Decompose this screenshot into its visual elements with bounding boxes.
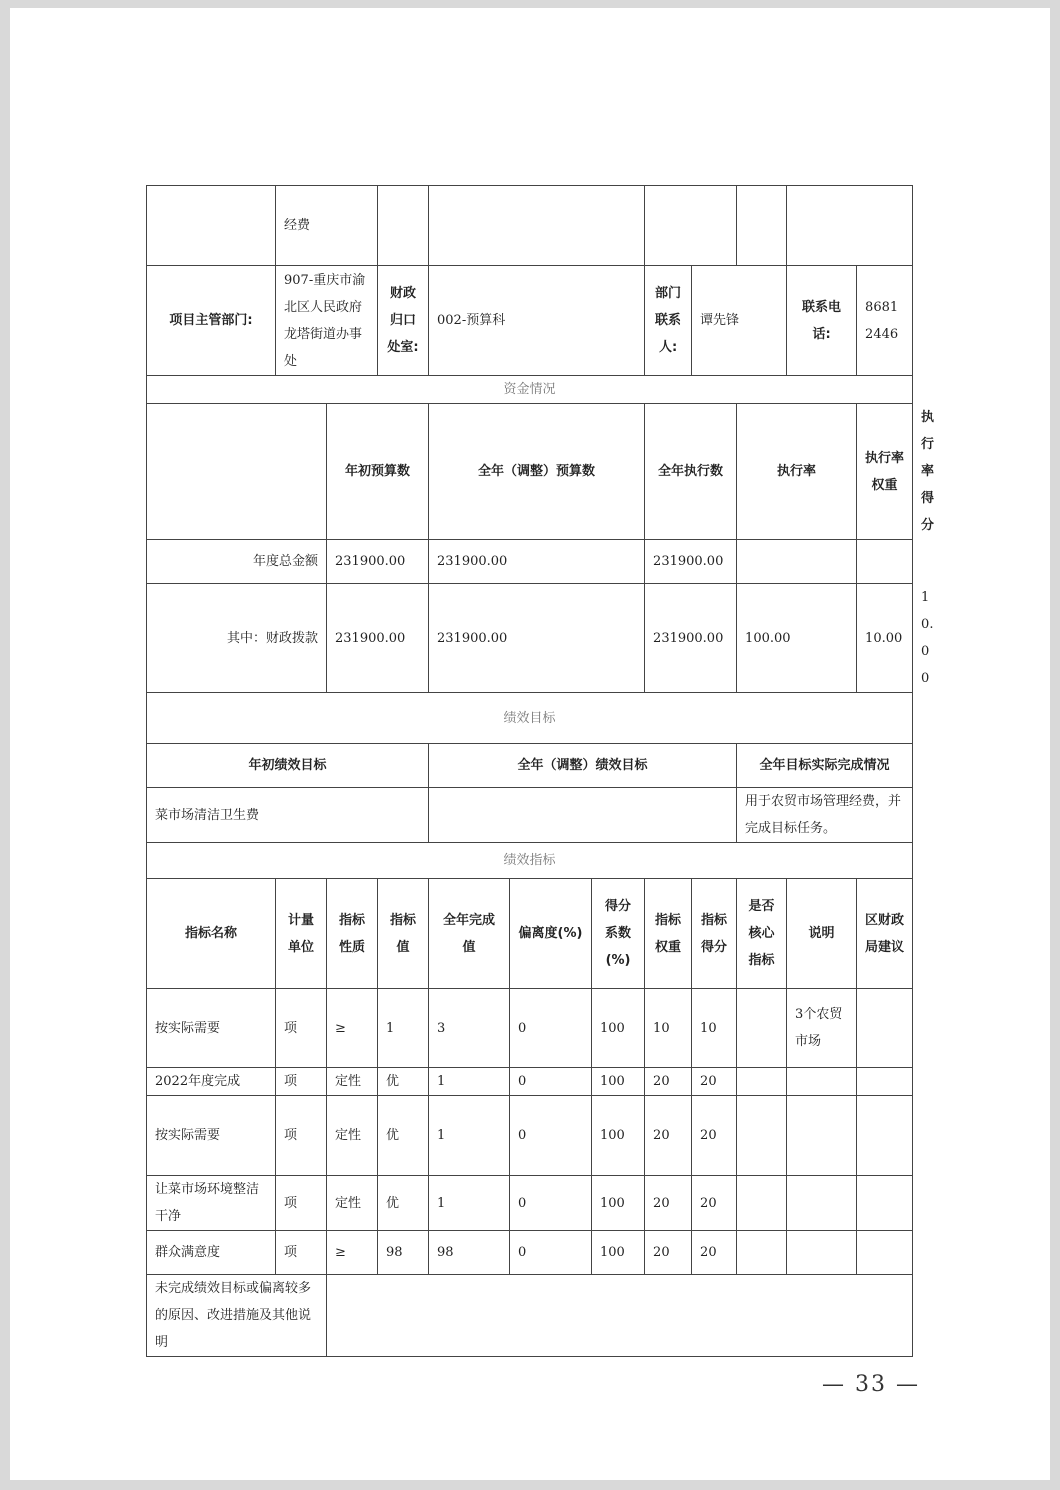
indicator-cell: 按实际需要 bbox=[147, 1096, 276, 1176]
indicator-header: 指标得分 bbox=[692, 879, 737, 989]
indicator-cell: 3个农贸市场 bbox=[787, 989, 857, 1068]
indicator-header: 指标权重 bbox=[645, 879, 692, 989]
funding-header: 全年（调整）预算数 bbox=[429, 404, 645, 540]
indicator-cell bbox=[857, 1176, 913, 1231]
indicator-row bbox=[147, 1068, 913, 1096]
indicator-cell: 2022年度完成 bbox=[147, 1068, 276, 1096]
indicator-cell bbox=[857, 989, 913, 1068]
indicator-header: 全年完成值 bbox=[429, 879, 510, 989]
indicators-section-title: 绩效指标 bbox=[147, 843, 913, 879]
indicator-header: 偏离度(%) bbox=[510, 879, 592, 989]
indicator-cell: 项 bbox=[276, 1176, 327, 1231]
indicator-cell bbox=[787, 1068, 857, 1096]
indicator-cell: 1 bbox=[429, 1176, 510, 1231]
funding-section-title: 资金情况 bbox=[147, 376, 913, 404]
indicator-header: 区财政局建议 bbox=[857, 879, 913, 989]
indicator-header: 指标值 bbox=[378, 879, 429, 989]
phone-label: 联系电话: bbox=[787, 266, 857, 376]
funding-cell: 10.00 bbox=[857, 584, 913, 693]
indicator-cell: 100 bbox=[592, 1176, 645, 1231]
funding-header: 年初预算数 bbox=[327, 404, 429, 540]
indicator-cell: 0 bbox=[510, 1231, 592, 1275]
funding-row bbox=[147, 540, 913, 584]
funding-row-label: 其中：财政拨款 bbox=[147, 584, 327, 693]
funding-row-label: 年度总金额 bbox=[147, 540, 327, 584]
funding-header: 执行率权重 bbox=[857, 404, 913, 540]
indicator-cell: 100 bbox=[592, 1068, 645, 1096]
dept-row bbox=[147, 266, 913, 376]
indicator-cell: 20 bbox=[645, 1068, 692, 1096]
page-number: — 33 — bbox=[822, 1372, 920, 1397]
indicator-row bbox=[147, 1096, 913, 1176]
indicator-cell bbox=[737, 989, 787, 1068]
funding-cell bbox=[857, 540, 913, 584]
indicator-cell: 项 bbox=[276, 1096, 327, 1176]
indicator-cell: 100 bbox=[592, 1096, 645, 1176]
funding-cell: 231900.00 bbox=[645, 540, 737, 584]
goals-header: 全年目标实际完成情况 bbox=[737, 744, 913, 788]
funding-header: 全年执行数 bbox=[645, 404, 737, 540]
performance-table bbox=[146, 185, 913, 1357]
goal-adjusted bbox=[429, 788, 737, 843]
indicator-cell: 10 bbox=[645, 989, 692, 1068]
indicator-cell: 定性 bbox=[327, 1096, 378, 1176]
indicator-cell: 0 bbox=[510, 1176, 592, 1231]
office-value: 002-预算科 bbox=[429, 266, 645, 376]
goal-initial: 菜市场清洁卫生费 bbox=[147, 788, 429, 843]
indicator-cell: 1 bbox=[429, 1068, 510, 1096]
indicator-cell: 优 bbox=[378, 1096, 429, 1176]
indicator-header: 指标名称 bbox=[147, 879, 276, 989]
indicator-header: 说明 bbox=[787, 879, 857, 989]
goals-header-row bbox=[147, 744, 913, 788]
funding-type-tail: 经费 bbox=[276, 186, 378, 266]
indicator-cell: 0 bbox=[510, 1068, 592, 1096]
notes-value bbox=[327, 1275, 913, 1357]
indicator-cell: 100 bbox=[592, 989, 645, 1068]
indicator-cell: 20 bbox=[692, 1176, 737, 1231]
indicators-header-row bbox=[147, 879, 913, 989]
top-row bbox=[147, 186, 913, 266]
funding-cell: 231900.00 bbox=[645, 584, 737, 693]
indicator-cell bbox=[737, 1068, 787, 1096]
funding-cell bbox=[737, 540, 857, 584]
indicator-cell bbox=[737, 1231, 787, 1275]
indicator-cell: 优 bbox=[378, 1176, 429, 1231]
indicator-row bbox=[147, 1231, 913, 1275]
indicator-header: 计量单位 bbox=[276, 879, 327, 989]
indicator-cell: 20 bbox=[692, 1068, 737, 1096]
indicator-cell bbox=[787, 1096, 857, 1176]
goals-section-title: 绩效目标 bbox=[147, 693, 913, 744]
funding-header: 执行率 bbox=[737, 404, 857, 540]
indicator-cell: 让菜市场环境整洁干净 bbox=[147, 1176, 276, 1231]
notes-row bbox=[147, 1275, 913, 1357]
indicator-cell: 定性 bbox=[327, 1176, 378, 1231]
indicator-cell: 20 bbox=[645, 1231, 692, 1275]
indicator-cell: 定性 bbox=[327, 1068, 378, 1096]
indicator-cell: 20 bbox=[692, 1096, 737, 1176]
indicator-header: 是否核心指标 bbox=[737, 879, 787, 989]
phone-value: 86812446 bbox=[857, 266, 913, 376]
office-label: 财政归口处室: bbox=[378, 266, 429, 376]
indicator-cell bbox=[857, 1096, 913, 1176]
indicator-cell: 项 bbox=[276, 989, 327, 1068]
indicator-cell: 10 bbox=[692, 989, 737, 1068]
goals-row bbox=[147, 788, 913, 843]
indicator-row bbox=[147, 989, 913, 1068]
goal-actual: 用于农贸市场管理经费，并完成目标任务。 bbox=[737, 788, 913, 843]
goals-header: 年初绩效目标 bbox=[147, 744, 429, 788]
indicator-cell: 1 bbox=[378, 989, 429, 1068]
indicator-cell: 群众满意度 bbox=[147, 1231, 276, 1275]
funding-cell: 100.00 bbox=[737, 584, 857, 693]
indicator-cell bbox=[857, 1231, 913, 1275]
funding-cell: 231900.00 bbox=[327, 540, 429, 584]
indicator-cell: 98 bbox=[378, 1231, 429, 1275]
indicator-cell: 100 bbox=[592, 1231, 645, 1275]
indicator-cell: 20 bbox=[692, 1231, 737, 1275]
indicator-header: 指标性质 bbox=[327, 879, 378, 989]
indicator-cell: 20 bbox=[645, 1096, 692, 1176]
funding-cell: 231900.00 bbox=[327, 584, 429, 693]
funding-cell: 231900.00 bbox=[429, 540, 645, 584]
indicator-cell: 0 bbox=[510, 989, 592, 1068]
indicator-cell: ≥ bbox=[327, 1231, 378, 1275]
dept-value: 907-重庆市渝北区人民政府龙塔街道办事处 bbox=[276, 266, 378, 376]
indicator-cell: 项 bbox=[276, 1068, 327, 1096]
dept-label: 项目主管部门: bbox=[147, 266, 276, 376]
indicator-cell bbox=[787, 1231, 857, 1275]
indicator-cell: 项 bbox=[276, 1231, 327, 1275]
top-row-blank bbox=[147, 186, 276, 266]
indicator-row bbox=[147, 1176, 913, 1231]
indicator-cell: 3 bbox=[429, 989, 510, 1068]
indicator-cell bbox=[787, 1176, 857, 1231]
funding-row bbox=[147, 584, 913, 693]
indicator-cell bbox=[857, 1068, 913, 1096]
contact-label: 部门联系人: bbox=[645, 266, 692, 376]
indicator-cell: 20 bbox=[645, 1176, 692, 1231]
indicator-cell bbox=[737, 1176, 787, 1231]
goals-header: 全年（调整）绩效目标 bbox=[429, 744, 737, 788]
indicator-cell: 优 bbox=[378, 1068, 429, 1096]
funding-cell: 231900.00 bbox=[429, 584, 645, 693]
indicator-cell: ≥ bbox=[327, 989, 378, 1068]
indicator-cell: 0 bbox=[510, 1096, 592, 1176]
funding-header-row bbox=[147, 404, 913, 540]
indicator-cell: 按实际需要 bbox=[147, 989, 276, 1068]
indicator-cell bbox=[737, 1096, 787, 1176]
indicator-cell: 98 bbox=[429, 1231, 510, 1275]
indicator-header: 得分系数(%) bbox=[592, 879, 645, 989]
indicator-cell: 1 bbox=[429, 1096, 510, 1176]
notes-label: 未完成绩效目标或偏离较多的原因、改进措施及其他说明 bbox=[147, 1275, 327, 1357]
contact-value: 谭先锋 bbox=[692, 266, 787, 376]
